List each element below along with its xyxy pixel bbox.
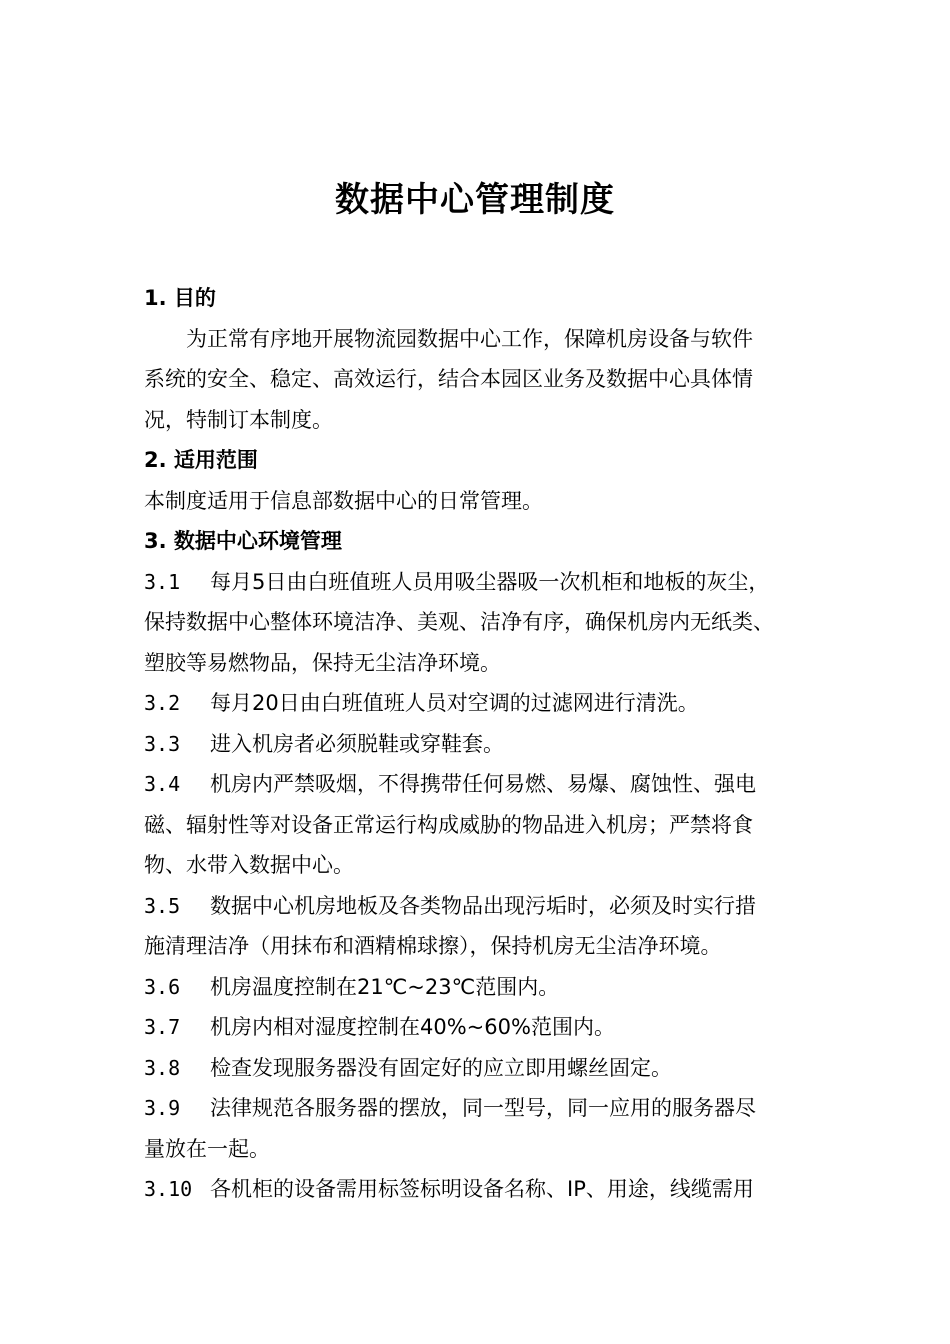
line-text: 2. 适用范围 — [144, 448, 258, 472]
section-heading — [144, 278, 814, 319]
clause-number: 3.1 — [144, 569, 181, 594]
section-heading — [144, 521, 814, 562]
paragraph-line — [144, 319, 814, 360]
line-text: 3. 数据中心环境管理 — [144, 529, 342, 553]
numbered-clause-line — [144, 683, 814, 724]
paragraph-line — [144, 602, 814, 643]
line-text: 机房内严禁吸烟，不得携带任何易燃、易爆、腐蚀性、强电 — [210, 772, 756, 796]
line-text: 物、水带入数据中心。 — [144, 853, 354, 877]
numbered-clause-line — [144, 967, 814, 1008]
line-text: 机房内相对湿度控制在40%~60%范围内。 — [210, 1015, 615, 1039]
numbered-clause-line — [144, 1048, 814, 1089]
paragraph-line — [144, 805, 814, 846]
numbered-clause-line — [144, 724, 814, 765]
paragraph-line — [144, 359, 814, 400]
line-text: 磁、辐射性等对设备正常运行构成威胁的物品进入机房；严禁将食 — [144, 812, 753, 837]
line-text: 本制度适用于信息部数据中心的日常管理。 — [144, 488, 543, 513]
line-text: 各机柜的设备需用标签标明设备名称、IP、用途，线缆需用 — [210, 1177, 754, 1201]
line-text: 1. 目的 — [144, 286, 216, 310]
paragraph-line — [144, 643, 814, 684]
line-text: 进入机房者必须脱鞋或穿鞋套。 — [210, 731, 504, 756]
clause-number: 3.8 — [144, 1055, 181, 1080]
clause-number: 3.9 — [144, 1096, 181, 1120]
document-title: 数据中心管理制度 — [335, 180, 615, 220]
numbered-clause-line — [144, 1007, 814, 1048]
clause-number: 3.2 — [144, 691, 181, 715]
paragraph-line — [144, 926, 814, 967]
line-text: 检查发现服务器没有固定好的应立即用螺丝固定。 — [210, 1055, 672, 1080]
line-text: 保持数据中心整体环境洁净、美观、洁净有序，确保机房内无纸类、 — [144, 610, 774, 634]
clause-number: 3.7 — [144, 1015, 181, 1039]
numbered-clause-line — [144, 886, 814, 927]
clause-number: 3.6 — [144, 974, 181, 999]
line-text: 机房温度控制在21℃~23℃范围内。 — [210, 974, 560, 999]
paragraph-line — [144, 400, 814, 441]
clause-number: 3.10 — [144, 1177, 193, 1201]
line-text: 法律规范各服务器的摆放，同一型号，同一应用的服务器尽 — [210, 1096, 756, 1120]
line-text: 况，特制订本制度。 — [144, 407, 333, 432]
clause-number: 3.5 — [144, 893, 181, 918]
line-text: 施清理洁净（用抹布和酒精棉球擦），保持机房无尘洁净环境。 — [144, 934, 722, 958]
line-text: 系统的安全、稳定、高效运行，结合本园区业务及数据中心具体情 — [144, 367, 753, 391]
paragraph-line — [144, 845, 814, 886]
numbered-clause-line — [144, 562, 814, 603]
line-text: 为正常有序地开展物流园数据中心工作，保障机房设备与软件 — [186, 326, 753, 351]
document-body — [144, 278, 814, 1210]
numbered-clause-line — [144, 764, 814, 805]
line-text: 量放在一起。 — [144, 1136, 270, 1161]
paragraph-line — [144, 1129, 814, 1170]
section-heading — [144, 440, 814, 481]
line-text: 每月5日由白班值班人员用吸尘器吸一次机柜和地板的灰尘， — [210, 569, 770, 594]
line-text: 每月20日由白班值班人员对空调的过滤网进行清洗。 — [210, 691, 699, 715]
numbered-clause-line — [144, 1088, 814, 1129]
line-text: 塑胶等易燃物品，保持无尘洁净环境。 — [144, 650, 501, 675]
line-text: 数据中心机房地板及各类物品出现污垢时，必须及时实行措 — [210, 893, 756, 918]
paragraph-line — [144, 481, 814, 522]
numbered-clause-line — [144, 1169, 814, 1210]
clause-number: 3.4 — [144, 772, 181, 796]
clause-number: 3.3 — [144, 731, 181, 756]
